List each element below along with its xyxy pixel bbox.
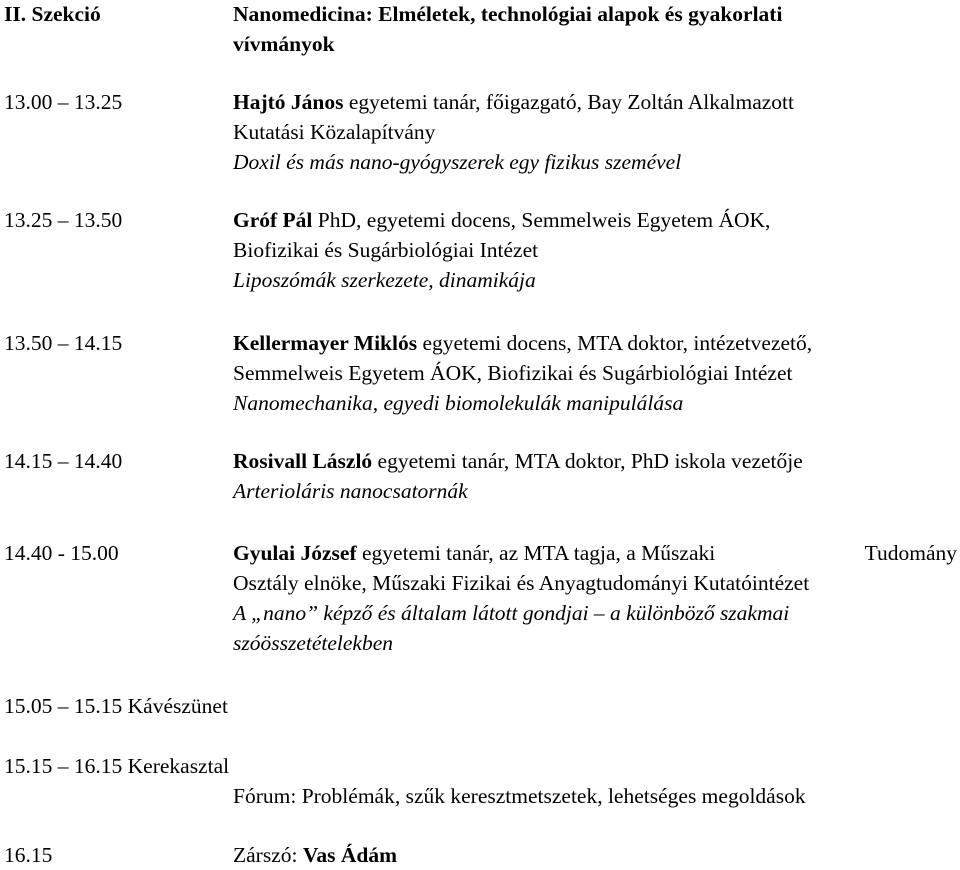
speaker-affiliation: Kutatási Közalapítvány [233,120,436,144]
talk-time: 13.00 – 13.25 [4,90,123,114]
talk-title: szóösszetételekben [233,631,394,655]
speaker-affiliation: egyetemi tanár, az MTA tagja, a Műszaki [356,541,716,565]
talk-title: Liposzómák szerkezete, dinamikája [233,268,536,292]
speaker-affiliation: egyetemi tanár, főigazgató, Bay Zoltán Alkalmazott [343,90,794,114]
speaker-affiliation: PhD, egyetemi docens, Semmelweis Egyetem ÁOK, [312,208,771,232]
talk-title: Arterioláris nanocsatornák [233,479,468,503]
speaker-line [233,538,957,568]
section-title [233,0,960,59]
closing-label: Zárszó: [233,843,303,867]
talk-details [233,205,960,295]
talk-details [233,328,960,418]
speaker-affiliation: Tudomány [864,541,957,565]
closing-time: 16.15 [4,843,53,867]
section-title-line: vívmányok [233,32,335,56]
speaker-name: Kellermayer Miklós [233,331,418,355]
speaker-name: Hajtó János [233,90,344,114]
speaker-affiliation: egyetemi docens, MTA doktor, intézetvezető, [417,331,813,355]
talk-time: 14.40 - 15.00 [4,541,119,565]
speaker-name: Gyulai József [233,541,357,565]
section-title-line: Nanomedicina: Elméletek, technológiai alapok és gyakorlati [233,2,783,26]
speaker-line [233,87,960,117]
talk-title: Doxil és más nano-gyógyszerek egy fizikus szemével [233,150,682,174]
talk-time: 13.50 – 14.15 [4,331,123,355]
talk-title: A „nano” képző és általam látott gondjai – a különböző szakmai [233,601,790,625]
forum-line: Fórum: Problémák, szűk keresztmetszetek, lehetséges megoldások [233,784,806,808]
speaker-affiliation: egyetemi tanár, MTA doktor, PhD iskola vezetője [372,449,803,473]
speaker-affiliation: Biofizikai és Sugárbiológiai Intézet [233,238,539,262]
speaker-name: Gróf Pál [233,208,313,232]
talk-time: 13.25 – 13.50 [4,208,123,232]
talk-title: Nanomechanika, egyedi biomolekulák manipulálása [233,391,684,415]
speaker-line [233,328,960,358]
section-label: II. Szekció [4,2,101,26]
roundtable-text: 15.15 – 16.15 Kerekasztal [4,754,230,778]
speaker-affiliation: Semmelweis Egyetem ÁOK, Biofizikai és Sugárbiológiai Intézet [233,361,793,385]
break-text: 15.05 – 15.15 Kávészünet [4,694,228,718]
speaker-name: Rosivall László [233,449,373,473]
speaker-line [233,205,960,235]
closing-speaker: Vas Ádám [302,843,398,867]
roundtable-details [233,781,960,811]
talk-details [233,87,960,177]
speaker-affiliation: Osztály elnöke, Műszaki Fizikai és Anyagtudományi Kutatóintézet [233,571,810,595]
talk-details [233,538,960,658]
talk-details [233,446,960,506]
speaker-line [233,446,960,476]
speaker-line-part [233,538,715,568]
talk-time: 14.15 – 14.40 [4,449,123,473]
